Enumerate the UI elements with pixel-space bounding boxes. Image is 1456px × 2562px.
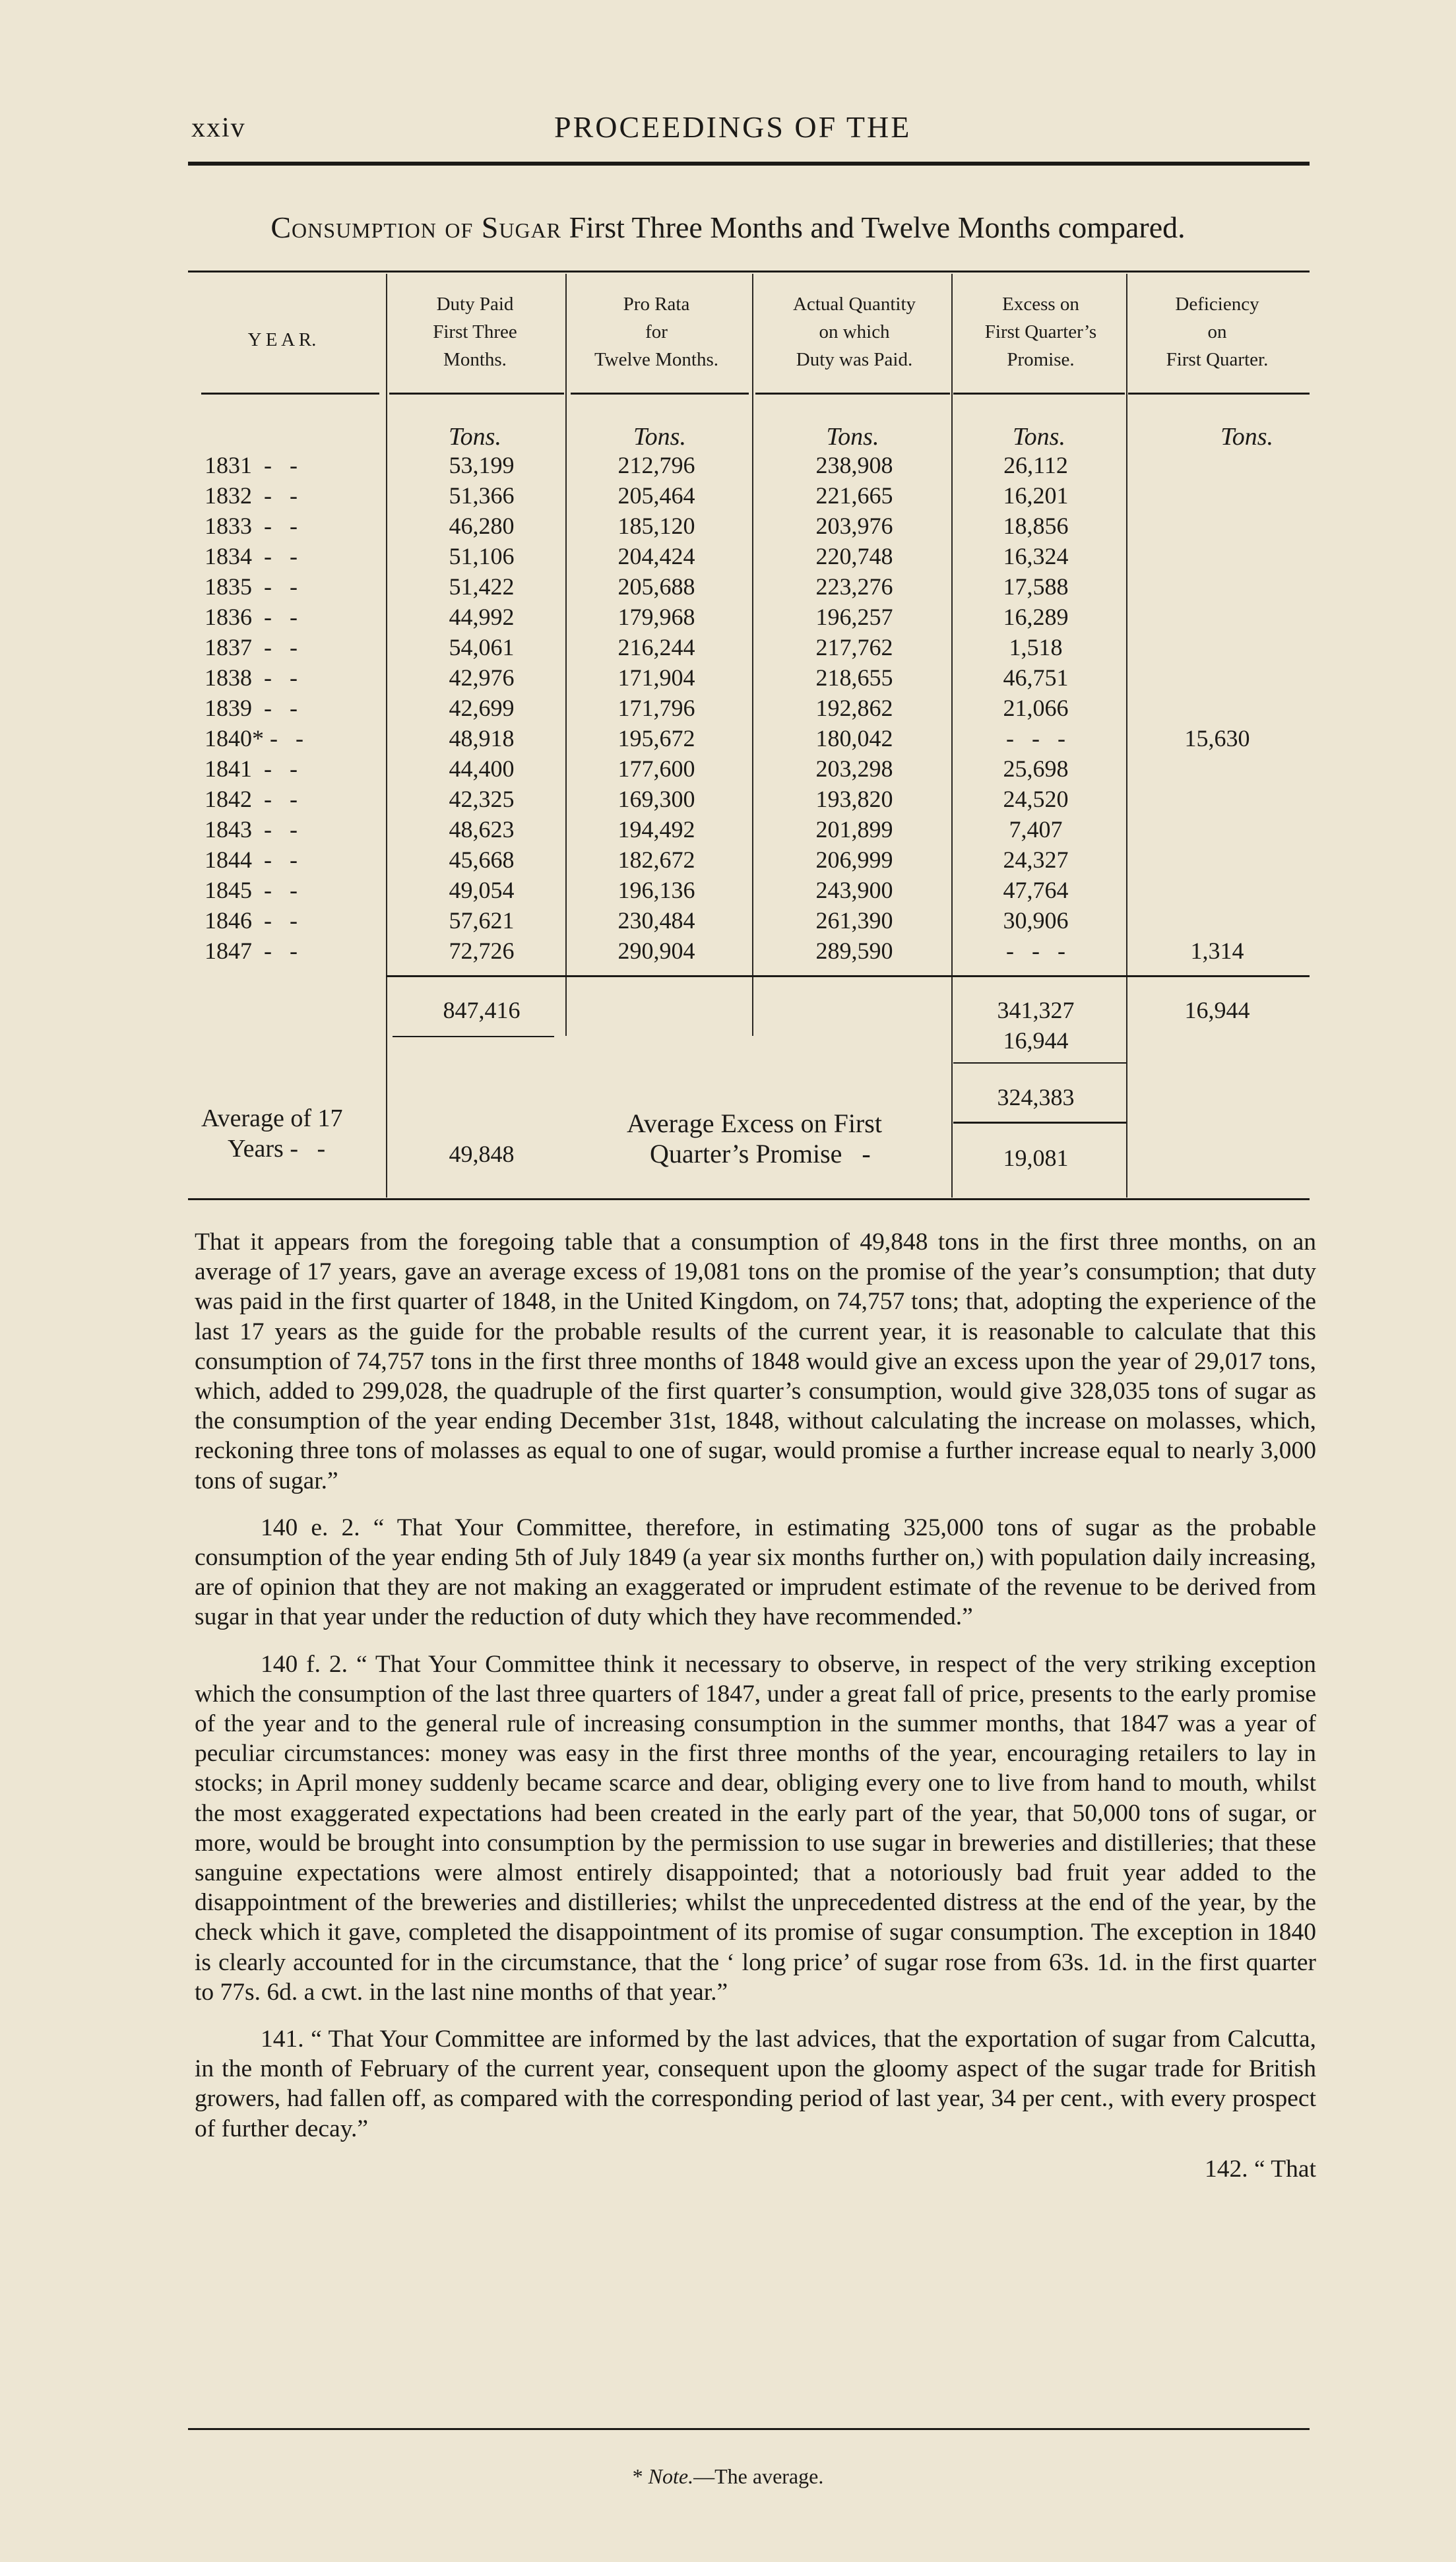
sugar-consumption-table: Y E A R. Duty Paid First Three Months. Pro Rata for Twelve Months. Actual Quantity on which Duty was Paid. Excess on First Quarter’s Promise. Deficiency on First Quarter. Tons. Tons. Tons. Tons. Tons. 1831 - - 53,199 212,796 238,908 26,112 1832 - - 51,366 205,464 221,665 16,201 1833 - - 46,280 185,120 203,976 18,856 1834 - - 51,106 204,424 220,748 16,324 1835 - - 51,422 205,688 223,276 17,588 1836 - - 44,992 179,968 196,257 16,289 1837 - - 54,061 216,244 217,762 1,518 1838 - - 42,976 171,904 218,655 46,751 1839 - - 42,699 171,796 192,862 21,066 1840* - - 48,918 195,672 180,042 - - - 15,630 1841 - - 44,400 177,600 203,298 25,698 1842 - - 42,325 169,300 193,820 24,520 1843 - - 48,623 194,492 201,899 7,407 1844 - - 45,668 182,672 206,999 24,327 1845 - - 49,054 196,136 243,900 47,764 1846 - - 57,621 230,484 261,390 30,906 1847 - - 72,726 290,904 289,590 - - - 1,314 847,416 341,327 16,944 16,944 324,383 Average of 17 Years - - 49,848 Average Excess on First Quarter’s Promise - 19,081: [188, 271, 1310, 1201]
col-header-pro-rata: Pro Rata for Twelve Months.: [594, 294, 719, 370]
header-underline: [755, 393, 950, 395]
column-rule: [386, 274, 387, 1198]
subtotal-rule: [393, 1036, 554, 1037]
header-underline: [389, 393, 564, 395]
paragraph: 140 e. 2. “ That Your Committee, therefore, in estimating 325,000 tons of sugar as the probable consumption of the year ending 5th of July 1849 (a year six months further on,) with population daily increasing, are of opinion that they are not making an exaggerated or imprudent estimate of the revenue to be derived from sugar in that year under the reduction of duty which they have recommended.”: [195, 1514, 1316, 1631]
col-header-duty-paid: Duty Paid First Three Months.: [433, 294, 517, 370]
footnote-rule: [188, 2428, 1310, 2430]
average-excess-label: Average Excess on First: [627, 1108, 882, 1138]
unit-label: Tons.: [449, 423, 501, 451]
col-header-excess: Excess on First Quarter’s Promise.: [984, 294, 1097, 370]
table-top-rule: [188, 271, 1310, 272]
average-excess-label: Quarter’s Promise -: [650, 1139, 871, 1169]
paragraph: 140 f. 2. “ That Your Committee think it necessary to observe, in respect of the very striking exception which the consumption of the last three quarters of 1847, under a great fall of price, presents to the early promise of the year and to the general rule of increasing consumption in the summer months, that 1847 was a year of peculiar circumstances: money was easy in the first three months of the year, encouraging retailers to lay in stocks; in April money suddenly became scarce and dear, obliging every one to live from hand to mouth, whilst the most exaggerated expectations had been created in the early part of the year, that 50,000 tons of sugar, or more, would be brought into consumption by the permission to use sugar in breweries and distilleries; that these sanguine expectations were almost entirely disappointed; that a notoriously bad fruit year added to the disappointment of the breweries and distilleries; whilst the unprecedented distress at the end of the year, by the check which it gave, completed the disappointment of its promise of sugar consumption. The exception in 1840 is clearly accounted for in the circumstance, that the ‘ long price’ of sugar rose from 63s. 1d. in the first quarter to 77s. 6d. a cwt. in the last nine months of that year.”: [195, 1650, 1316, 2006]
paragraph: 141. “ That Your Committee are informed by the last advices, that the exportation of sugar from Calcutta, in the month of February of the current year, consequent upon the gloomy aspect of the sugar trade for British growers, had fallen off, as compared with the corresponding period of last year, 34 per cent., with every prospect of further decay.”: [195, 2026, 1316, 2142]
col-header-actual-quantity: Actual Quantity on which Duty was Paid.: [792, 294, 916, 370]
totals-rule: [386, 975, 1310, 977]
total-deficiency: 16,944: [1184, 997, 1250, 1023]
col-header-deficiency: Deficiency on First Quarter.: [1166, 294, 1269, 370]
net-excess: 324,383: [997, 1084, 1075, 1110]
subtotal-rule: [953, 1062, 1126, 1064]
column-rule: [752, 274, 753, 1036]
average-label: Years - -: [228, 1135, 326, 1163]
subtotal-rule: [953, 1122, 1126, 1124]
footnote: * Note.—The average.: [632, 2464, 824, 2488]
average-label: Average of 17: [201, 1105, 343, 1132]
unit-label: Tons.: [1220, 423, 1273, 451]
table-bottom-rule: [188, 1198, 1310, 1200]
page-number: xxiv: [191, 113, 246, 143]
header-underline: [1128, 393, 1310, 395]
less-deficiency: 16,944: [1003, 1027, 1069, 1054]
header-underline: [571, 393, 749, 395]
unit-label: Tons.: [633, 423, 686, 451]
header-underline: [953, 393, 1125, 395]
total-excess: 341,327: [997, 997, 1075, 1023]
catchword: 142. “ That: [1204, 2155, 1316, 2183]
unit-label: Tons.: [826, 423, 879, 451]
header-underline: [201, 393, 379, 395]
average-excess: 19,081: [1003, 1145, 1069, 1171]
col-header-year: Y E A R.: [247, 329, 317, 350]
header-rule: [188, 162, 1310, 166]
total-duty-paid: 847,416: [443, 997, 521, 1023]
unit-label: Tons.: [1013, 423, 1065, 451]
average-duty-paid: 49,848: [449, 1141, 515, 1167]
paragraph: That it appears from the foregoing table that a consumption of 49,848 tons in the first three months, on an average of 17 years, gave an average excess of 19,081 tons on the promise of the year’s consumption; that duty was paid in the first quarter of 1848, in the United Kingdom, on 74,757 tons; that, adopting the experience of the last 17 years as the guide for the probable results of the current year, it is reasonable to calculate that this consumption of 74,757 tons in the first three months of 1848 would give an excess upon the year of 29,017 tons, which, added to 299,028, the quadruple of the first quarter’s consumption, would give 328,035 tons of sugar as the consumption of the year ending December 31st, 1848, without calculating the increase on molasses, which, reckoning three tons of molasses as equal to one of sugar, would promise a further increase equal to nearly 3,000 tons of sugar.”: [195, 1229, 1316, 1494]
table-title: Consumption of Sugar First Three Months and Twelve Months compared.: [270, 210, 1186, 244]
running-title: PROCEEDINGS OF THE: [554, 110, 912, 144]
body-text: [195, 1227, 1316, 2184]
